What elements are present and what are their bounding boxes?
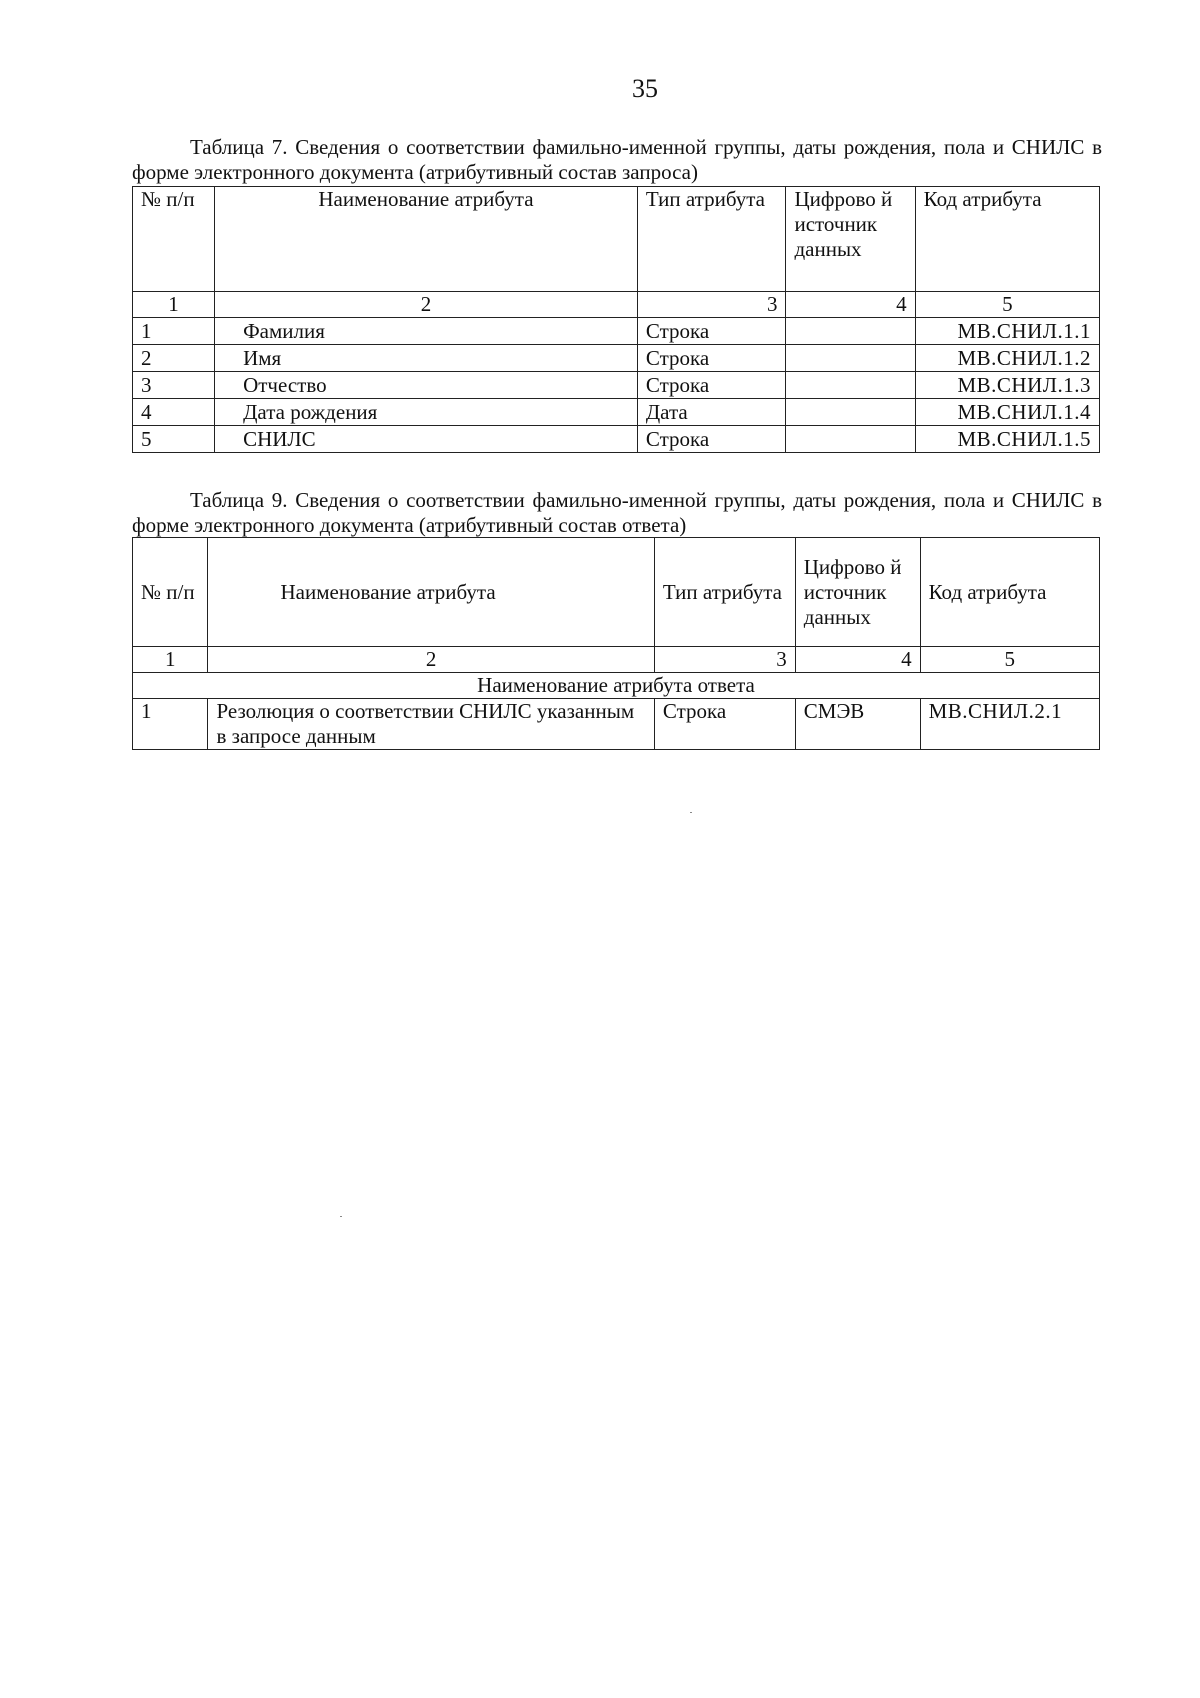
table9-column-numbers xyxy=(133,647,1100,673)
scan-speck xyxy=(690,812,692,813)
table9-colnum-4: 4 xyxy=(795,647,920,673)
table7-column-numbers xyxy=(133,292,1100,318)
table-row xyxy=(133,399,1100,426)
table-row xyxy=(133,372,1100,399)
table9 xyxy=(132,537,1100,750)
table7-header-code: Код атрибута xyxy=(915,187,1099,292)
row-source xyxy=(786,345,915,372)
row-source xyxy=(786,372,915,399)
table9-section-title: Наименование атрибута ответа xyxy=(133,673,1100,699)
table9-colnum-1: 1 xyxy=(133,647,208,673)
table7-colnum-3: 3 xyxy=(637,292,786,318)
table7-colnum-5: 5 xyxy=(915,292,1099,318)
table7-header-row xyxy=(133,187,1100,292)
row-num: 1 xyxy=(133,318,215,345)
row-type: Строка xyxy=(637,372,786,399)
row-num: 5 xyxy=(133,426,215,453)
table7-colnum-4: 4 xyxy=(786,292,915,318)
row-num: 3 xyxy=(133,372,215,399)
table9-header-source: Цифрово й источник данных xyxy=(795,538,920,647)
row-name: Отчество xyxy=(215,372,638,399)
row-type: Строка xyxy=(654,699,795,750)
row-name: Имя xyxy=(215,345,638,372)
row-type: Дата xyxy=(637,399,786,426)
table9-header-num: № п/п xyxy=(133,538,208,647)
table9-caption: Таблица 9. Сведения о соответствии фамильно-именной группы, даты рождения, пола и СНИЛС в форме электронного документа (атрибутивный состав ответа) xyxy=(132,488,1102,537)
table7-colnum-1: 1 xyxy=(133,292,215,318)
row-code: МВ.СНИЛ.1.3 xyxy=(915,372,1099,399)
row-num: 2 xyxy=(133,345,215,372)
row-code: МВ.СНИЛ.1.1 xyxy=(915,318,1099,345)
table9-colnum-3: 3 xyxy=(654,647,795,673)
row-source xyxy=(786,318,915,345)
table9-header-code: Код атрибута xyxy=(920,538,1099,647)
table-row xyxy=(133,426,1100,453)
row-name: Дата рождения xyxy=(215,399,638,426)
row-name: СНИЛС xyxy=(215,426,638,453)
row-code: МВ.СНИЛ.2.1 xyxy=(920,699,1099,750)
table7-header-source: Цифрово й источник данных xyxy=(786,187,915,292)
row-code: МВ.СНИЛ.1.5 xyxy=(915,426,1099,453)
table9-header-type: Тип атрибута xyxy=(654,538,795,647)
table9-header-row xyxy=(133,538,1100,647)
row-num: 1 xyxy=(133,699,208,750)
table7-caption: Таблица 7. Сведения о соответствии фамильно-именной группы, даты рождения, пола и СНИЛС в форме электронного документа (атрибутивный состав запроса) xyxy=(132,135,1102,184)
row-code: МВ.СНИЛ.1.4 xyxy=(915,399,1099,426)
table-row xyxy=(133,699,1100,750)
row-code: МВ.СНИЛ.1.2 xyxy=(915,345,1099,372)
table-row xyxy=(133,318,1100,345)
row-source: СМЭВ xyxy=(795,699,920,750)
table9-header-name: Наименование атрибута xyxy=(208,538,654,647)
row-type: Строка xyxy=(637,318,786,345)
row-type: Строка xyxy=(637,426,786,453)
table9-section-row xyxy=(133,673,1100,699)
row-num: 4 xyxy=(133,399,215,426)
table7-header-name: Наименование атрибута xyxy=(215,187,638,292)
scan-speck xyxy=(340,1216,342,1217)
table9-colnum-2: 2 xyxy=(208,647,654,673)
table7-header-num: № п/п xyxy=(133,187,215,292)
row-source xyxy=(786,399,915,426)
table9-colnum-5: 5 xyxy=(920,647,1099,673)
table7 xyxy=(132,186,1100,453)
row-name: Фамилия xyxy=(215,318,638,345)
table7-colnum-2: 2 xyxy=(215,292,638,318)
row-type: Строка xyxy=(637,345,786,372)
page-number: 35 xyxy=(632,74,658,103)
row-source xyxy=(786,426,915,453)
table7-header-type: Тип атрибута xyxy=(637,187,786,292)
row-name: Резолюция о соответствии СНИЛС указанным в запросе данным xyxy=(208,699,654,750)
table-row xyxy=(133,345,1100,372)
